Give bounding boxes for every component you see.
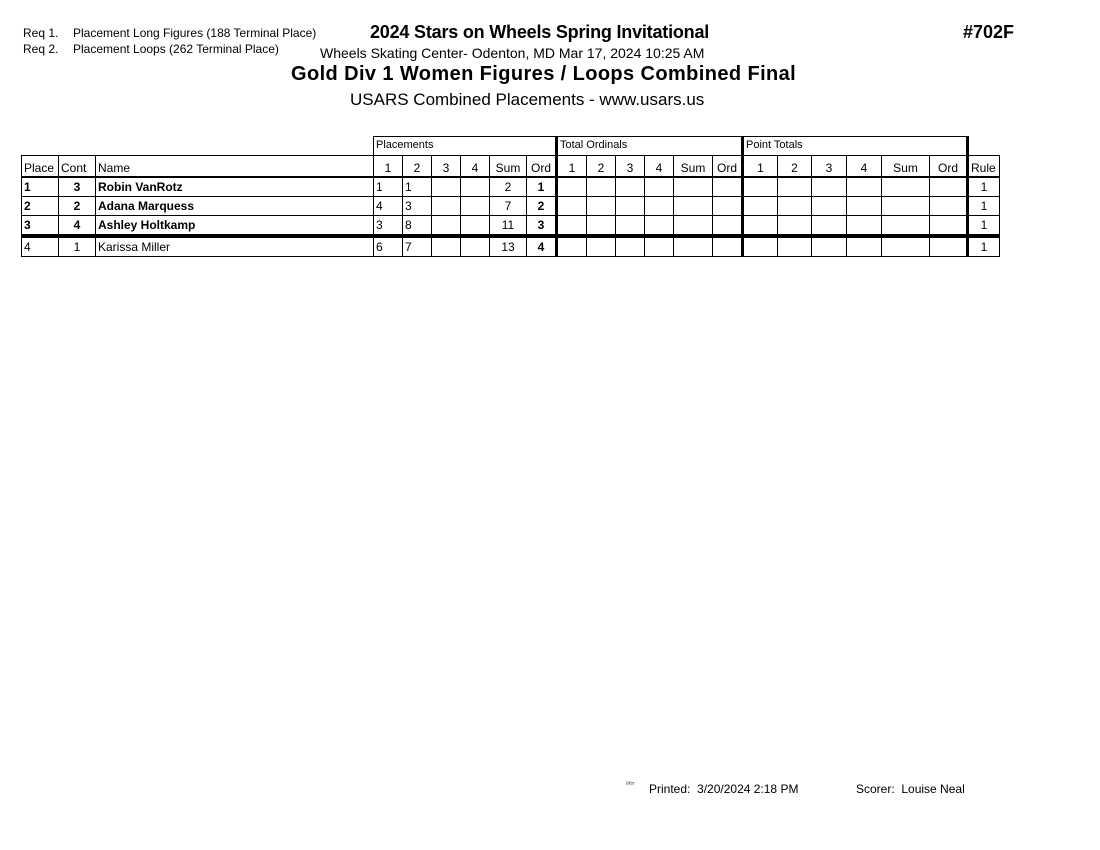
event-code: #702F (963, 22, 1015, 42)
cell-placement (461, 216, 490, 237)
cell-placement (432, 236, 461, 257)
cell-points (778, 216, 812, 237)
cell-ordinal (645, 177, 674, 197)
results-table (21, 136, 1000, 257)
col-points-1: 1 (743, 156, 778, 178)
cell-points (743, 236, 778, 257)
requirement-number: Req 1. (23, 26, 59, 40)
requirement-1 (23, 26, 316, 40)
cell-place: 4 (22, 236, 59, 257)
col-placement-sum: Sum (490, 156, 527, 178)
cell-placement: 4 (374, 197, 403, 216)
col-points-4: 4 (847, 156, 882, 178)
venue-date-line: Wheels Skating Center- Odenton, MD Mar 17, 2024 10:25 AM (320, 45, 705, 61)
cell-place: 1 (22, 177, 59, 197)
col-ordinal-3: 3 (616, 156, 645, 178)
cell-placement: 3 (374, 216, 403, 237)
cell-points (930, 216, 968, 237)
scorer-label: Scorer: (856, 782, 895, 796)
cell-placement: 2 (490, 177, 527, 197)
cell-placement: 7 (403, 236, 432, 257)
table-row (22, 216, 1000, 237)
cell-cont: 2 (59, 197, 96, 216)
cell-rule: 1 (968, 216, 1000, 237)
cell-rule: 1 (968, 177, 1000, 197)
cell-points (882, 197, 930, 216)
col-placement-ord: Ord (527, 156, 557, 178)
cell-ordinal (616, 236, 645, 257)
cell-points (778, 177, 812, 197)
cell-cont: 4 (59, 216, 96, 237)
group-placements: Placements (374, 137, 557, 156)
cell-ordinal (713, 236, 743, 257)
group-total-ordinals: Total Ordinals (557, 137, 743, 156)
cell-placement: 4 (527, 236, 557, 257)
competition-title: 2024 Stars on Wheels Spring Invitational (370, 22, 710, 42)
cell-ordinal (674, 216, 713, 237)
col-points-2: 2 (778, 156, 812, 178)
cell-placement: 3 (527, 216, 557, 237)
cell-cont: 3 (59, 177, 96, 197)
cell-cont: 1 (59, 236, 96, 257)
requirement-text: Placement Long Figures (188 Terminal Place) (73, 26, 317, 40)
cell-points (743, 177, 778, 197)
cell-ordinal (557, 216, 587, 237)
col-ordinal-1: 1 (557, 156, 587, 178)
cell-ordinal (616, 177, 645, 197)
col-cont: Cont (59, 156, 96, 178)
cell-placement (432, 216, 461, 237)
table-row (22, 197, 1000, 216)
cell-ordinal (674, 236, 713, 257)
cell-points (778, 236, 812, 257)
scorer-value: Louise Neal (901, 782, 965, 796)
cell-ordinal (587, 197, 616, 216)
cell-placement (432, 197, 461, 216)
cell-ordinal (616, 216, 645, 237)
cell-ordinal (557, 177, 587, 197)
printed-label: Printed: (649, 782, 691, 796)
event-title: Gold Div 1 Women Figures / Loops Combined Final (291, 63, 797, 85)
cell-ordinal (587, 177, 616, 197)
cell-placement: 7 (490, 197, 527, 216)
cell-name: Ashley Holtkamp (96, 216, 374, 237)
cell-points (812, 197, 847, 216)
printed-value: 3/20/2024 2:18 PM (697, 782, 799, 796)
col-place: Place (22, 156, 59, 178)
cell-ordinal (587, 216, 616, 237)
column-header-row (22, 156, 1000, 178)
cell-placement: 1 (403, 177, 432, 197)
cell-points (778, 197, 812, 216)
cell-points (847, 236, 882, 257)
group-header-row (22, 137, 1000, 156)
cell-ordinal (713, 177, 743, 197)
col-placement-2: 2 (403, 156, 432, 178)
cell-placement: 6 (374, 236, 403, 257)
cell-placement: 8 (403, 216, 432, 237)
cell-name: Robin VanRotz (96, 177, 374, 197)
cell-place: 2 (22, 197, 59, 216)
col-placement-3: 3 (432, 156, 461, 178)
cell-rule: 1 (968, 197, 1000, 216)
cell-rule: 1 (968, 236, 1000, 257)
cell-placement (432, 177, 461, 197)
cell-ordinal (645, 216, 674, 237)
cell-ordinal (645, 197, 674, 216)
cell-points (930, 197, 968, 216)
cell-placement: 1 (527, 177, 557, 197)
cell-ordinal (713, 197, 743, 216)
cell-placement (461, 177, 490, 197)
cell-placement: 3 (403, 197, 432, 216)
cell-ordinal (616, 197, 645, 216)
cell-points (847, 177, 882, 197)
col-rule: Rule (968, 156, 1000, 178)
cell-points (882, 216, 930, 237)
cell-name: Karissa Miller (96, 236, 374, 257)
col-name: Name (96, 156, 374, 178)
col-placement-4: 4 (461, 156, 490, 178)
cell-ordinal (674, 197, 713, 216)
col-points-ord: Ord (930, 156, 968, 178)
cell-place: 3 (22, 216, 59, 237)
cell-ordinal (587, 236, 616, 257)
organization-line: USARS Combined Placements - www.usars.us (350, 90, 705, 109)
cell-points (882, 236, 930, 257)
col-ordinal-4: 4 (645, 156, 674, 178)
col-points-3: 3 (812, 156, 847, 178)
printed-stamp (649, 782, 798, 796)
cell-ordinal (645, 236, 674, 257)
col-placement-1: 1 (374, 156, 403, 178)
table-row (22, 177, 1000, 197)
requirement-number: Req 2. (23, 42, 59, 56)
group-point-totals: Point Totals (743, 137, 968, 156)
cell-ordinal (557, 197, 587, 216)
cell-points (743, 197, 778, 216)
cell-points (847, 216, 882, 237)
cell-name: Adana Marquess (96, 197, 374, 216)
cell-placement: 11 (490, 216, 527, 237)
cell-points (812, 236, 847, 257)
cell-ordinal (713, 216, 743, 237)
cell-ordinal (674, 177, 713, 197)
cell-points (812, 216, 847, 237)
footer-mark: ²³¹⁵ (626, 782, 635, 788)
cell-points (930, 236, 968, 257)
cell-points (882, 177, 930, 197)
cell-ordinal (557, 236, 587, 257)
cell-placement (461, 236, 490, 257)
cell-points (743, 216, 778, 237)
requirement-2 (23, 42, 279, 56)
cell-placement (461, 197, 490, 216)
cell-placement: 2 (527, 197, 557, 216)
scorer-stamp (856, 782, 965, 796)
col-ordinal-2: 2 (587, 156, 616, 178)
col-ordinal-ord: Ord (713, 156, 743, 178)
table-row (22, 236, 1000, 257)
cell-placement: 1 (374, 177, 403, 197)
cell-placement: 13 (490, 236, 527, 257)
col-ordinal-sum: Sum (674, 156, 713, 178)
cell-points (847, 197, 882, 216)
col-points-sum: Sum (882, 156, 930, 178)
cell-points (930, 177, 968, 197)
cell-points (812, 177, 847, 197)
requirement-text: Placement Loops (262 Terminal Place) (73, 42, 279, 56)
